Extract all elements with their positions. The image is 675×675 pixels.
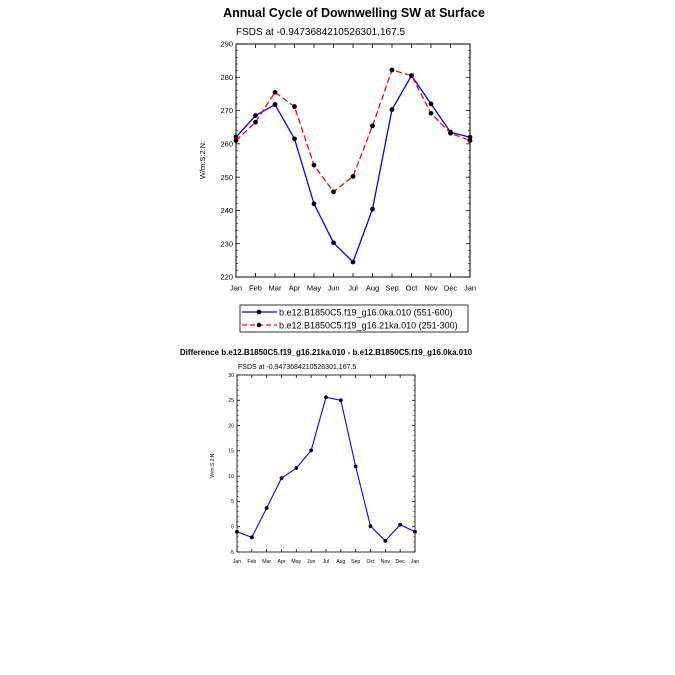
bottom-xtick-label: Jan: [410, 559, 420, 566]
bottom-chart-series: [235, 395, 417, 542]
bottom-chart-subtitle: FSDS at -0.9473684210526301,167.5: [238, 364, 357, 371]
bottom-chart-title: Difference b.e12.B1850C5.f19_g16.21ka.010 - b.e12.B1850C5.f19_g16.0ka.010: [179, 348, 473, 357]
top-series-1-point: [390, 68, 395, 73]
bottom-series-0-point: [250, 535, 254, 539]
top-xtick-label: Feb: [249, 283, 262, 293]
top-series-line-0: [236, 76, 470, 262]
top-xtick-label: Apr: [288, 283, 301, 293]
bottom-xtick-label: Oct: [366, 559, 375, 566]
bottom-xtick-label: Jul: [322, 559, 330, 566]
top-ytick-label: 230: [220, 239, 233, 249]
top-ytick-label: 240: [220, 206, 233, 216]
bottom-ytick-label: -5: [229, 549, 234, 556]
bottom-chart: [180, 348, 473, 565]
top-xtick-label: Jan: [229, 283, 243, 293]
bottom-xtick-label: Jun: [306, 559, 316, 566]
top-xtick-label: Sep: [385, 283, 399, 293]
top-series-1-point: [331, 189, 336, 194]
bottom-series-line-0: [237, 397, 415, 541]
bottom-chart-ylabel: W/m:S:2:N:: [210, 452, 216, 478]
top-ytick-label: 270: [220, 106, 233, 116]
legend-label-1: b.e12.B1850C5.f19_g16.21ka.010 (251-300): [279, 320, 458, 331]
top-xtick-label: Aug: [365, 283, 380, 293]
legend-marker-1: [257, 323, 262, 328]
bottom-ytick-label: 30: [228, 372, 234, 379]
bottom-xtick-label: Jan: [232, 559, 242, 566]
bottom-xtick-label: Mar: [262, 559, 272, 566]
legend-label-0: b.e12.B1850C5.f19_g16.0ka.010 (551-600): [279, 307, 453, 318]
top-ytick-label: 250: [220, 172, 233, 182]
legend-entry-1: [242, 321, 458, 331]
top-series-0-point: [273, 102, 278, 107]
top-chart-title: Annual Cycle of Downwelling SW at Surface: [223, 6, 485, 20]
bottom-series-0-point: [369, 524, 373, 528]
top-series-1-point: [468, 138, 473, 143]
bottom-series-0-point: [309, 448, 313, 452]
bottom-xtick-label: May: [291, 559, 302, 566]
top-chart-ylabel: W/m:S:2:N:: [198, 140, 207, 180]
top-xtick-label: Oct: [405, 283, 418, 293]
bottom-ytick-label: 5: [231, 499, 234, 506]
bottom-series-0-point: [294, 466, 298, 470]
bottom-ytick-label: 25: [228, 398, 234, 405]
top-series-1-point: [351, 174, 356, 179]
bottom-xtick-label: Apr: [277, 559, 286, 566]
bottom-ytick-label: 10: [228, 473, 234, 480]
bottom-series-0-point: [398, 523, 402, 527]
top-series-0-point: [429, 102, 434, 107]
bottom-series-0-point: [265, 506, 269, 510]
top-chart-subtitle: FSDS at -0.9473684210526301,167.5: [236, 27, 406, 38]
top-series-1-point: [370, 123, 375, 128]
bottom-xtick-label: Dec: [395, 559, 405, 566]
top-ytick-label: 290: [220, 39, 233, 49]
top-series-0-point: [370, 207, 375, 212]
bottom-series-0-point: [280, 476, 284, 480]
top-series-1-point: [253, 120, 258, 125]
bottom-xtick-label: Sep: [351, 559, 361, 566]
top-xtick-label: Dec: [443, 283, 458, 293]
top-series-1-point: [273, 90, 278, 95]
bottom-xtick-label: Feb: [247, 559, 257, 566]
top-series-1-point: [312, 163, 317, 168]
top-chart-series: [234, 68, 473, 265]
top-series-0-point: [331, 240, 336, 245]
top-xtick-label: Jun: [327, 283, 340, 293]
top-chart: [198, 6, 485, 332]
top-ytick-label: 280: [220, 72, 233, 82]
top-xtick-label: Nov: [424, 283, 438, 293]
top-series-0-point: [390, 107, 395, 112]
top-xtick-label: Mar: [268, 283, 282, 293]
bottom-series-0-point: [354, 465, 358, 469]
bottom-chart-ticks: [228, 373, 419, 565]
top-xtick-label: Jan: [463, 283, 477, 293]
bottom-ytick-label: 0: [231, 524, 234, 531]
top-series-1-point: [429, 111, 434, 116]
top-series-1-point: [234, 138, 239, 143]
top-chart-ticks: [220, 40, 476, 293]
bottom-series-0-point: [413, 530, 417, 534]
bottom-ytick-label: 20: [228, 423, 234, 430]
bottom-series-0-point: [235, 530, 239, 534]
top-series-1-point: [409, 73, 414, 78]
legend-entry-0: [242, 308, 453, 318]
top-series-0-point: [292, 136, 297, 141]
top-ytick-label: 260: [220, 139, 233, 149]
top-series-line-1: [236, 70, 470, 192]
top-xtick-label: Jul: [348, 283, 358, 293]
bottom-series-0-point: [339, 398, 343, 402]
top-series-0-point: [253, 113, 258, 118]
legend-marker-0: [257, 310, 262, 315]
bottom-chart-frame: [237, 375, 415, 552]
bottom-ytick-label: 15: [228, 448, 234, 455]
bottom-xtick-label: Aug: [336, 559, 346, 566]
bottom-xtick-label: Nov: [380, 559, 390, 566]
top-xtick-label: May: [306, 283, 322, 293]
top-series-0-point: [351, 260, 356, 265]
bottom-series-0-point: [324, 395, 328, 399]
top-series-0-point: [312, 201, 317, 206]
top-series-1-point: [448, 131, 453, 136]
top-ytick-label: 220: [220, 272, 233, 282]
bottom-series-0-point: [383, 539, 387, 543]
top-chart-frame: [236, 44, 470, 277]
top-series-1-point: [292, 104, 297, 109]
